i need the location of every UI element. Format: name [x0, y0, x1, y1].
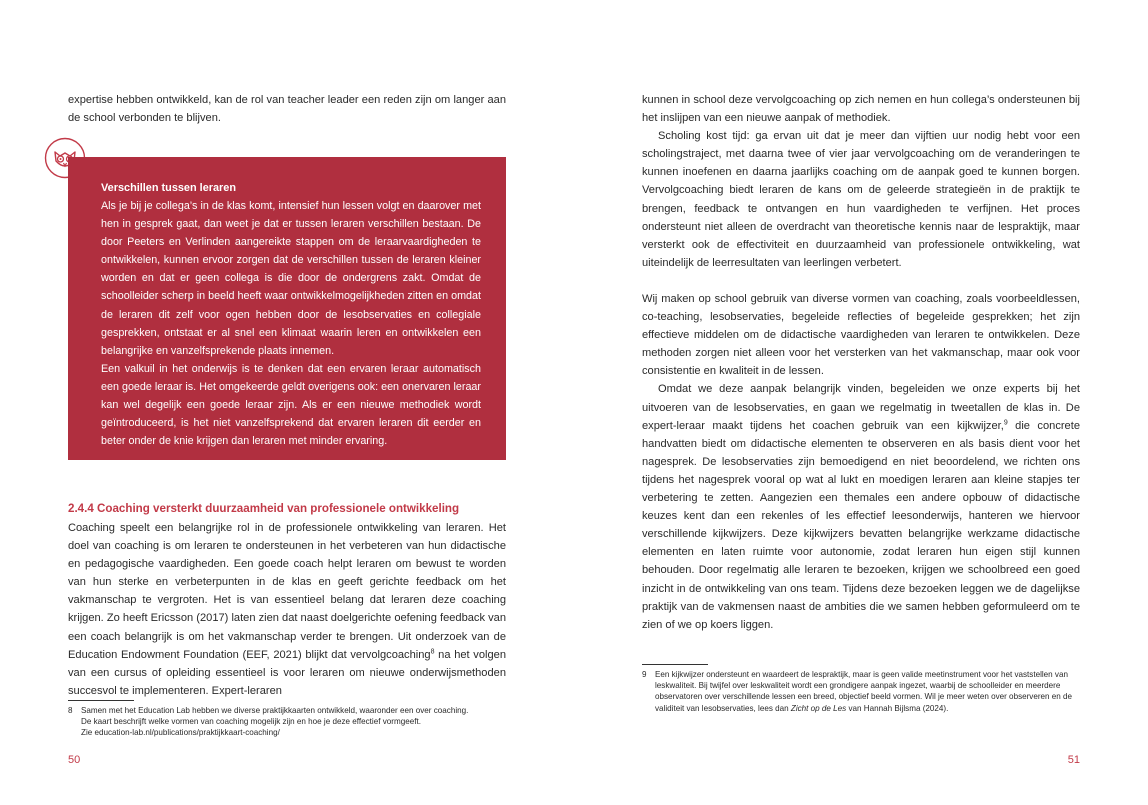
- footnote-ref: 9: [1003, 418, 1008, 426]
- callout-title: Verschillen tussen leraren: [101, 182, 236, 194]
- footnote-text: [642, 669, 1082, 714]
- section-heading: 2.4.4 Coaching versterkt duurzaamheid van professionele ontwikkeling: [68, 502, 460, 515]
- body-text: die concrete handvatten biedt om didactische elementen te observeren en als basis dient voor het nagesprek. De lesobservaties zijn bemoedigend en niet beoordelend, we richten ons tijdens het nagesprek vooral op wat al lukt en moedigen leraren aan kleine stapjes ter verbetering te zetten. Aangezien een themales een andere opbouw of didactische keuzes kent dan een rekenles of les effectief leesonderwijs, hanteren we hiervoor verschillende kijkwijzers. Deze kijkwijzers bevatten belangrijke werkzame didactische elementen en laten ruimte voor autonomie, zodat leraren hun eigen stijl kunnen behouden. Door regelmatig alle leraren te bezoeken, krijgen we schoolbreed een goed inzicht in de ontwikkeling van ons team. Tijdens deze bezoeken leggen we de dagelijkse praktijk van de vakmensen naast de ambities die we samen hebben geformuleerd om te zien of we op koers liggen.: [642, 419, 1080, 631]
- body-text: Coaching speelt een belangrijke rol in de professionele ontwikkeling van leraren. Het doel van coaching is om leraren te ondersteunen in het verbeteren van hun didactische en pedagogische vaardigheden. Een goede coach helpt leraren om bewust te worden van hun sterke en verbeterpunten in de klas en geeft gerichte feedback om het vakmanschap te vergroten. Het is van essentieel belang dat leraren deze coaching krijgen. Zo heeft Ericsson (2017) laten zien dat naast doelgerichte oefening feedback van een coach belangrijk is om het vakmanschap verder te brengen. Uit onderzoek van de Education Endowment Foundation (EEF, 2021) blijkt dat vervolgcoaching: [68, 522, 506, 661]
- right-page: [574, 0, 1148, 805]
- body-paragraph: [642, 380, 1080, 633]
- body-text: Omdat we deze aanpak belangrijk vinden, begeleiden we onze experts bij het uitvoeren van de lesobservaties, en gaan we regelmatig in tweetallen de klas in. De expert-leraar maakt tijdens het coachen gebruik van een kijkwijzer,: [642, 383, 1080, 432]
- body-paragraph: Scholing kost tijd: ga ervan uit dat je meer dan vijftien uur nodig hebt voor een scholingstraject, met daarna twee of vier jaar vervolgcoaching om de veranderingen te kunnen inoefenen en daarna jaarlijks coaching om de aanpak goed te kunnen borgen. Vervolgcoaching biedt leraren de kans om de geleerde strategieën in de praktijk te brengen, feedback te ontvangen en hun vaardigheden te verfijnen. Het proces ondersteunt niet alleen de overdracht van theoretische kennis naar de lespraktijk, maar versterkt ook de effectiviteit en duurzaamheid van professionele ontwikkeling, wat uiteindelijk de leerresultaten van leerlingen verbetert.: [642, 130, 1080, 269]
- footnote-ref: 8: [430, 647, 435, 655]
- callout-paragraph: Als je bij je collega’s in de klas komt, intensief hun lessen volgt en daarover met hen in gesprek gaat, dan weet je dat er tussen leraren verschillen bestaan. De door Peeters en Verlinden aangereikte stappen om de leraarvaardigheden te ontwikkelen, kunnen ervoor zorgen dat de verschillen tussen de leraren kleiner worden en dat er geen collega is die door de ondergrens zakt. Omdat de schoolleider scherp in beeld heeft waar ontwikkelmogelijkheden zitten en omdat de leraren dit zelf voor ogen hebben door de lesobservaties en collegiale gesprekken, ontstaat er al snel een klimaat waarin leren en ontwikkelen een belangrijke en vanzelfsprekende plaats innemen.: [101, 200, 481, 357]
- footnote-text-part: van Hannah Bijlsma (2024).: [846, 703, 949, 713]
- right-text-block: [642, 290, 1080, 634]
- footnote-line: De kaart beschrijft welke vormen van coaching mogelijk zijn en hoe je deze effectief vormgeeft.: [81, 717, 421, 727]
- footnote-text-part: Een kijkwijzer ondersteunt en waardeert de lespraktijk, maar is geen valide meetinstrument voor het vaststellen van leskwaliteit. Bij twijfel over leskwaliteit wordt een grondigere aanpak ingezet, waarbij de schoolleider en meerdere observatoren over verschillende lessen een breed, objectief beeld vormen. Wil je meer weten over observeren en de validiteit van lesobservaties, lees dan: [655, 670, 1073, 713]
- book-title: Zicht op de Les: [790, 703, 847, 713]
- footnote: [642, 669, 1082, 714]
- footnote-line: Samen met het Education Lab hebben we diverse praktijkkaarten ontwikkeld, waaronder een over coaching.: [81, 706, 469, 715]
- body-paragraph: Wij maken op school gebruik van diverse vormen van coaching, zoals voorbeeldlessen, co-teaching, lesobservaties, begeleide reflecties of begeleide gesprekken; het zijn effectieve middelen om de didactische vaardigheden van leraren te ontwikkelen. Deze methoden zorgen niet alleen voor het versterken van het vakmanschap, maar ook voor consistentie en kwaliteit in de lessen.: [642, 293, 1080, 378]
- footnote-divider: [68, 700, 134, 701]
- body-text: na het volgen van een cursus of opleiding essentieel is voor leraren om nieuwe onderwijsmethoden succesvol te implementeren. Expert-leraren: [68, 648, 506, 697]
- callout-paragraph: Een valkuil in het onderwijs is te denken dat een ervaren leraar automatisch een goede leraar is. Het omgekeerde geldt overigens ook: een onervaren leraar kan wel degelijk een goede leraar zijn. Als er een nieuwe methodiek wordt geïntroduceerd, is het niet vanzelfsprekend dat ervaren leraren dit eerder en beter onder de knie krijgen dan leraren met minder ervaring.: [101, 362, 481, 448]
- body-paragraph: kunnen in school deze vervolgcoaching op zich nemen en hun collega’s ondersteunen bij het inslijpen van een nieuwe aanpak of methodiek.: [642, 94, 1080, 125]
- footnote: [68, 705, 508, 739]
- footnote-line: Zie education-lab.nl/publications/praktijkkaart-coaching/: [81, 728, 280, 738]
- right-text-block: [642, 91, 1080, 272]
- page-number: 51: [1067, 754, 1080, 766]
- body-paragraph: [68, 519, 506, 700]
- footnote-divider: [642, 664, 708, 665]
- footnote-mark: 8: [68, 706, 73, 715]
- page-number: 50: [68, 754, 81, 766]
- footnote-mark: 9: [642, 670, 647, 679]
- intro-paragraph: expertise hebben ontwikkeld, kan de rol van teacher leader een reden zijn om langer aan de school verbonden te blijven.: [68, 94, 506, 125]
- callout-box: [68, 157, 506, 460]
